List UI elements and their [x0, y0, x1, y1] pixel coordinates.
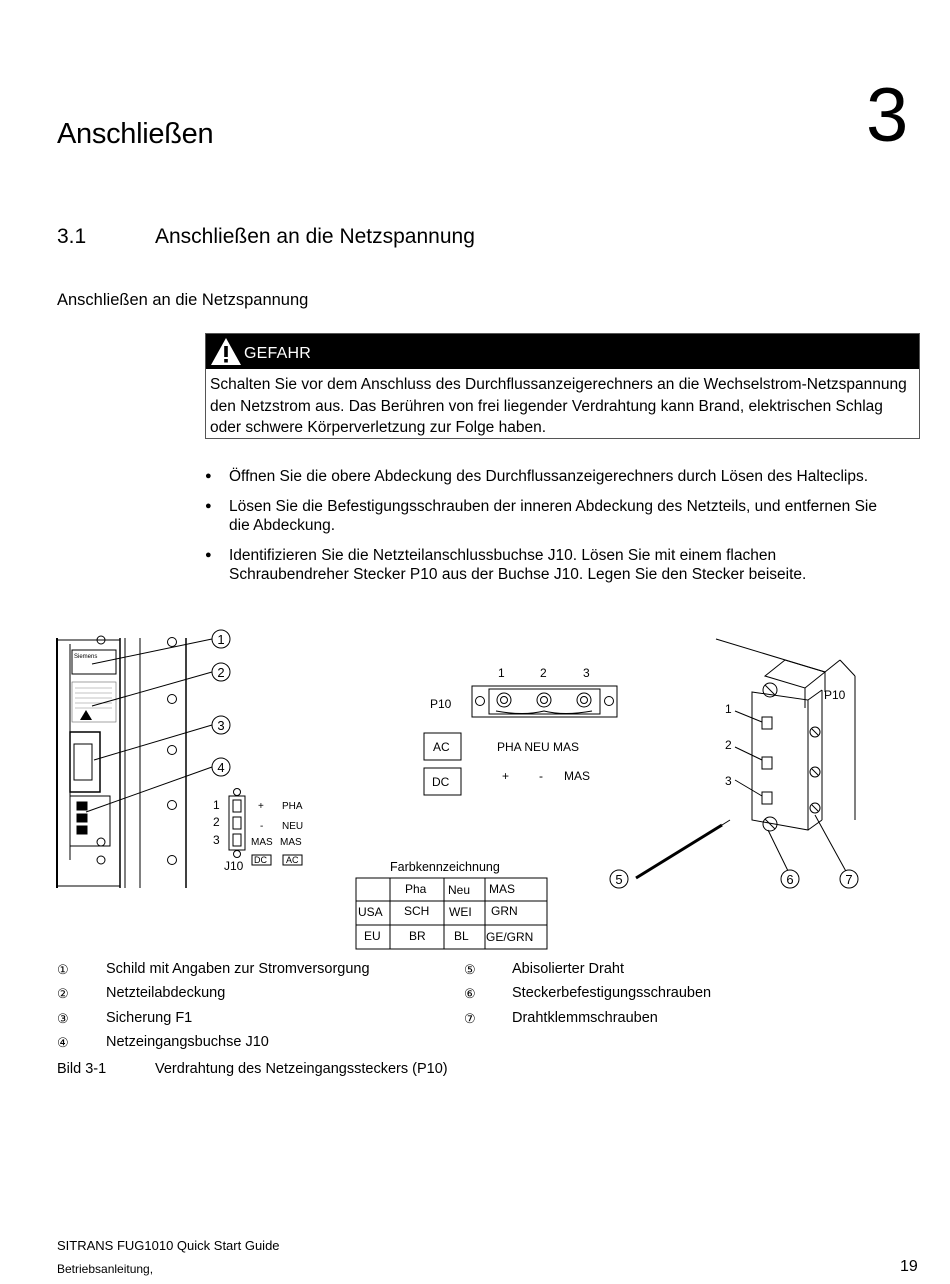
callout-4: 4 — [217, 760, 225, 775]
color-table-cell: WEI — [449, 905, 472, 919]
color-table-cell: USA — [358, 905, 383, 919]
color-table-cell: GE/GRN — [486, 930, 534, 944]
j10-label: J10 — [224, 859, 244, 873]
warning-triangle-icon — [210, 337, 242, 366]
callouts-left — [86, 630, 230, 812]
color-table-title: Farbkennzeichnung — [390, 860, 500, 874]
color-table-header-mas: MAS — [489, 882, 516, 896]
color-table-header-pha: Pha — [405, 882, 427, 896]
p10-ac-text: PHA NEU MAS — [497, 740, 580, 754]
legend-text: Drahtklemmschrauben — [512, 1010, 658, 1026]
device-brand: Siemens — [74, 654, 98, 660]
plug-pin-1: 1 — [725, 702, 732, 716]
danger-label: GEFAHR — [244, 345, 311, 362]
legend-text: Netzeingangsbuchse J10 — [106, 1034, 269, 1050]
callout-1: 1 — [217, 632, 225, 647]
device-illustration — [57, 636, 186, 888]
legend-num: ⑤ — [464, 962, 476, 977]
callout-5: 5 — [615, 872, 623, 887]
footer-title: SITRANS FUG1010 Quick Start Guide — [57, 1238, 280, 1253]
legend-num: ② — [57, 986, 69, 1001]
callout-7: 7 — [845, 872, 853, 887]
footer-subtitle: Betriebsanleitung, — [57, 1262, 154, 1276]
j10-dc-mas: MAS — [251, 837, 273, 848]
callout-6: 6 — [786, 872, 794, 887]
legend-num: ⑦ — [464, 1011, 476, 1026]
color-table-cell: EU — [364, 929, 381, 943]
plug-illustration — [636, 639, 855, 878]
step-item: ● Öffnen Sie die obere Abdeckung des Durchflussanzeigerechners durch Lösen des Halteclips. — [205, 467, 885, 486]
j10-badge-dc: DC — [254, 855, 267, 865]
plug-pin-3: 3 — [725, 774, 732, 788]
p10-dc-minus: - — [539, 769, 543, 783]
legend-text: Netzteilabdeckung — [106, 985, 226, 1001]
step-item: ● Lösen Sie die Befestigungsschrauben der inneren Abdeckung des Netzteils, und entfernen Sie die Abdeckung. — [205, 497, 885, 535]
section-title: Anschließen an die Netzspannung — [155, 225, 475, 248]
legend-num: ⑥ — [464, 986, 476, 1001]
p10-label: P10 — [430, 697, 452, 711]
p10-dc-badge: DC — [432, 775, 450, 789]
j10-ac-neu: NEU — [282, 821, 304, 832]
j10-pin-2: 2 — [213, 815, 220, 829]
figure-caption-text: Verdrahtung des Netzeingangssteckers (P10) — [155, 1061, 448, 1077]
j10-ac-mas: MAS — [280, 837, 302, 848]
plug-label: P10 — [824, 688, 846, 702]
plug-pin-2: 2 — [725, 738, 732, 752]
j10-dc-minus: - — [260, 821, 264, 832]
p10-pin-1: 1 — [498, 666, 505, 680]
chapter-title: Anschließen — [57, 118, 214, 150]
danger-notice — [205, 333, 920, 439]
legend-text: Schild mit Angaben zur Stromversorgung — [106, 961, 370, 977]
figure-caption-number: Bild 3-1 — [57, 1061, 107, 1077]
callout-2: 2 — [217, 665, 225, 680]
wiring-figure — [0, 620, 950, 960]
legend-text: Abisolierter Draht — [512, 961, 625, 977]
step-list — [205, 467, 885, 595]
page-number: 19 — [900, 1258, 918, 1275]
p10-pin-3: 3 — [583, 666, 590, 680]
callout-3: 3 — [217, 718, 225, 733]
legend-text: Sicherung F1 — [106, 1010, 193, 1026]
legend-num: ③ — [57, 1011, 69, 1026]
p10-pin-2: 2 — [540, 666, 547, 680]
color-table-cell: BL — [454, 929, 469, 943]
color-table-cell: SCH — [404, 904, 430, 918]
legend-text: Steckerbefestigungsschrauben — [512, 985, 712, 1001]
subheading: Anschließen an die Netzspannung — [57, 291, 309, 309]
j10-ac-pha: PHA — [282, 801, 303, 812]
step-item: ● Identifizieren Sie die Netzteilanschlussbuchse J10. Lösen Sie mit einem flachen Schraubendreher Stecker P10 aus der Buchse J10. Legen Sie den Stecker beiseite. — [205, 546, 885, 584]
legend-num: ① — [57, 962, 69, 977]
p10-dc-plus: + — [502, 769, 510, 783]
j10-pin-1: 1 — [213, 798, 220, 812]
color-table-cell: BR — [409, 929, 426, 943]
p10-terminal — [472, 686, 617, 717]
section-number: 3.1 — [57, 225, 87, 248]
j10-dc-plus: + — [258, 801, 264, 812]
j10-badge-ac: AC — [286, 855, 299, 865]
chapter-number: 3 — [866, 73, 909, 158]
p10-ac-badge: AC — [433, 740, 450, 754]
j10-pin-3: 3 — [213, 833, 220, 847]
legend-num: ④ — [57, 1035, 69, 1050]
p10-dc-mas: MAS — [564, 769, 591, 783]
danger-header — [206, 334, 919, 369]
color-table-header-neu: Neu — [448, 883, 471, 897]
color-table-cell: GRN — [491, 904, 518, 918]
danger-text: Schalten Sie vor dem Anschluss des Durchflussanzeigerechners an die Wechselstrom-Netzspannung den Netzstrom aus. Das Berühren von frei liegender Verdrahtung kann Brand, elektrischen Schlag oder schwere Körperverletzung zur Folge haben. — [210, 376, 907, 436]
